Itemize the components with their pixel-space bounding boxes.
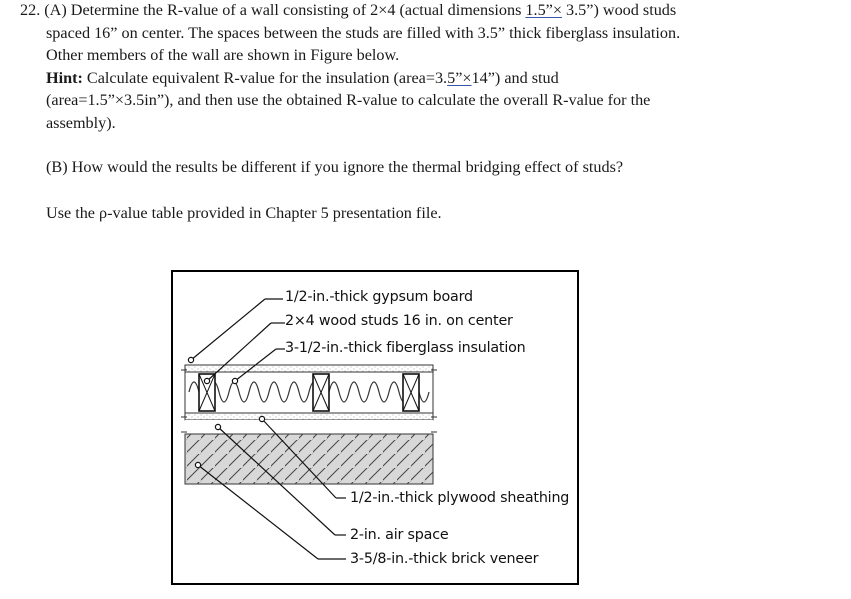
part-a-line-2: spaced 16” on center. The spaces between the studs are filled with 3.5” thick fiberglass insulation. xyxy=(46,23,681,42)
label-fiberglass-insulation: 3-1/2-in.-thick fiberglass insulation xyxy=(285,340,526,356)
question-number: 22. xyxy=(20,1,41,19)
label-air-space: 2-in. air space xyxy=(350,527,449,543)
label-wood-studs: 2×4 wood studs 16 in. on center xyxy=(285,313,513,329)
hint-line-1: Hint: Calculate equivalent R-value for the insulation (area=3.5”×14”) and stud xyxy=(46,68,559,87)
instruction-paragraph: Use the ρ-value table provided in Chapter 5 presentation file. xyxy=(46,204,442,222)
part-b-paragraph: (B) How would the results be different if you ignore the thermal bridging effect of studs? xyxy=(46,158,624,176)
part-a-paragraph xyxy=(20,0,680,135)
label-plywood-sheathing: 1/2-in.-thick plywood sheathing xyxy=(350,490,570,506)
dimension-link: 1.5”× xyxy=(525,1,562,19)
part-a-line-1: (A) Determine the R-value of a wall consisting of 2×4 (actual dimensions 1.5”× 3.5”) wood studs xyxy=(44,1,677,19)
label-gypsum-board: 1/2-in.-thick gypsum board xyxy=(285,289,473,305)
gypsum-board xyxy=(185,365,433,372)
hint-label: Hint: xyxy=(46,68,83,87)
part-a-line-3: Other members of the wall are shown in Figure below. xyxy=(46,46,400,65)
wood-stud-3 xyxy=(403,374,419,411)
label-brick-veneer: 3-5/8-in.-thick brick veneer xyxy=(350,551,539,567)
hint-dimension-link: 5”× xyxy=(447,68,472,87)
hint-line-3: assembly). xyxy=(46,113,116,132)
plywood-sheathing xyxy=(185,413,433,420)
air-space xyxy=(185,420,433,434)
wood-stud-2 xyxy=(313,374,329,411)
wall-section-figure xyxy=(171,270,579,585)
hint-line-2: (area=1.5”×3.5in”), and then use the obtained R-value to calculate the overall R-value for the xyxy=(46,91,651,110)
